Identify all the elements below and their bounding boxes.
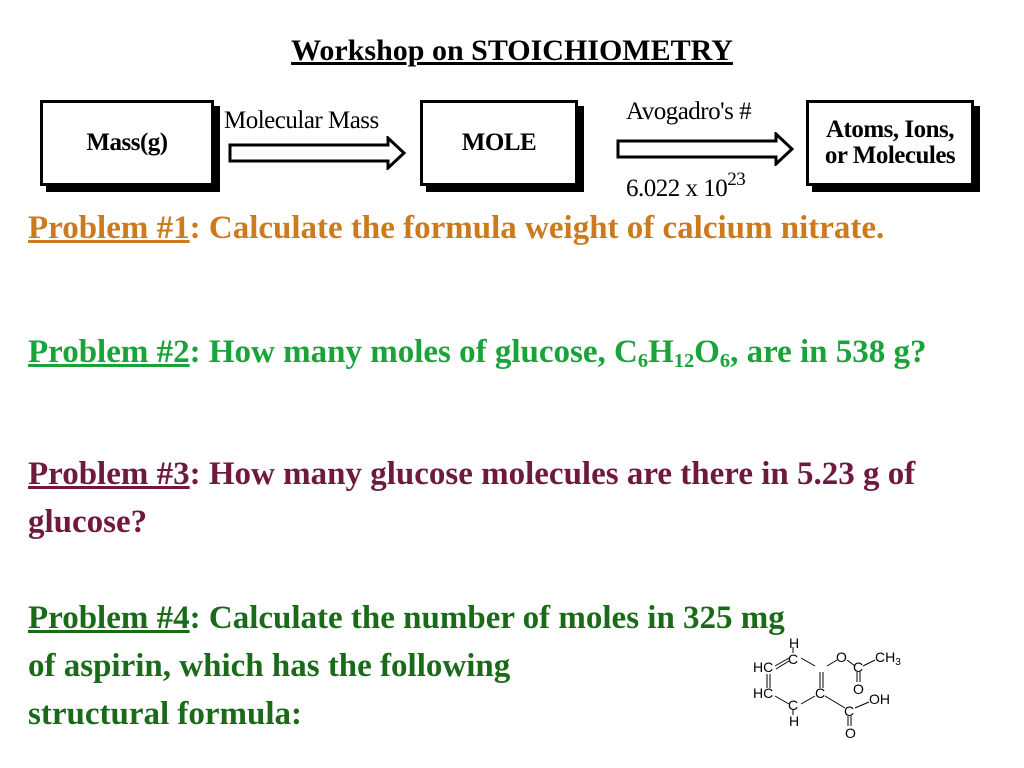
atom-label: C [853,659,864,675]
atoms-box-line2: or Molecules [824,142,956,169]
subscript: 6 [637,350,649,373]
atoms-box-line1: Atoms, Ions, [825,115,955,143]
problem-2-o: O [694,334,720,370]
atom-label: H [789,636,800,651]
atom-label: H [789,713,800,729]
atom-label: O [853,681,864,697]
problem-4-heading: Problem #4 [28,600,190,636]
atom-label: C [788,651,799,667]
problem-2-h: H [648,334,674,370]
problem-3-heading: Problem #3 [28,456,190,492]
aspirin-structure [745,636,920,748]
avogadro-label: Avogadro's # [626,98,752,125]
subscript: 6 [719,350,731,373]
problem-4-line1-text: : Calculate the number of moles in 325 mg [189,600,785,636]
problem-2-heading: Problem #2 [28,334,190,370]
avogadro-number [626,169,746,203]
atom-label: HC [753,659,774,675]
mole-box-label: MOLE [461,128,537,156]
arrow-right-icon [228,136,408,170]
atom-label: $CH_3$ [875,649,901,668]
mass-box-label: Mass(g) [86,128,168,156]
problem-1-heading: Problem #1 [28,210,190,246]
avogadro-number-base: 6.022 x 10 [626,175,728,202]
problem-1 [28,204,988,252]
problem-2-text-before: : How many moles of glucose, C [189,334,638,370]
atom-label: HC [753,685,774,701]
atom-label: O [845,725,856,741]
atom-label: C [844,703,855,719]
avogadro-number-exponent: 23 [727,169,746,190]
atom-label: C [815,685,826,701]
mass-box [40,100,214,186]
subscript: 12 [673,350,695,373]
problem-3-text: : How many glucose molecules are there in 5.23 g of glucose? [28,456,916,540]
problem-2-text-after: , are in 538 g? [730,334,927,370]
atom-label: OH [869,691,890,707]
problem-2 [28,328,988,376]
atoms-box [806,100,974,186]
molecular-mass-label: Molecular Mass [224,107,379,134]
atom-label: C [788,697,799,713]
page-title: Workshop on STOICHIOMETRY [291,34,733,67]
atom-label: O [836,649,847,665]
problem-3 [28,450,988,546]
problem-4-line2: of aspirin, which has the following [28,648,511,684]
problem-4-line1 [28,594,988,642]
arrow-right-icon [616,132,796,166]
problem-4-line3: structural formula: [28,696,303,732]
problem-1-text: : Calculate the formula weight of calcium nitrate. [189,210,885,246]
mole-box [420,100,578,186]
